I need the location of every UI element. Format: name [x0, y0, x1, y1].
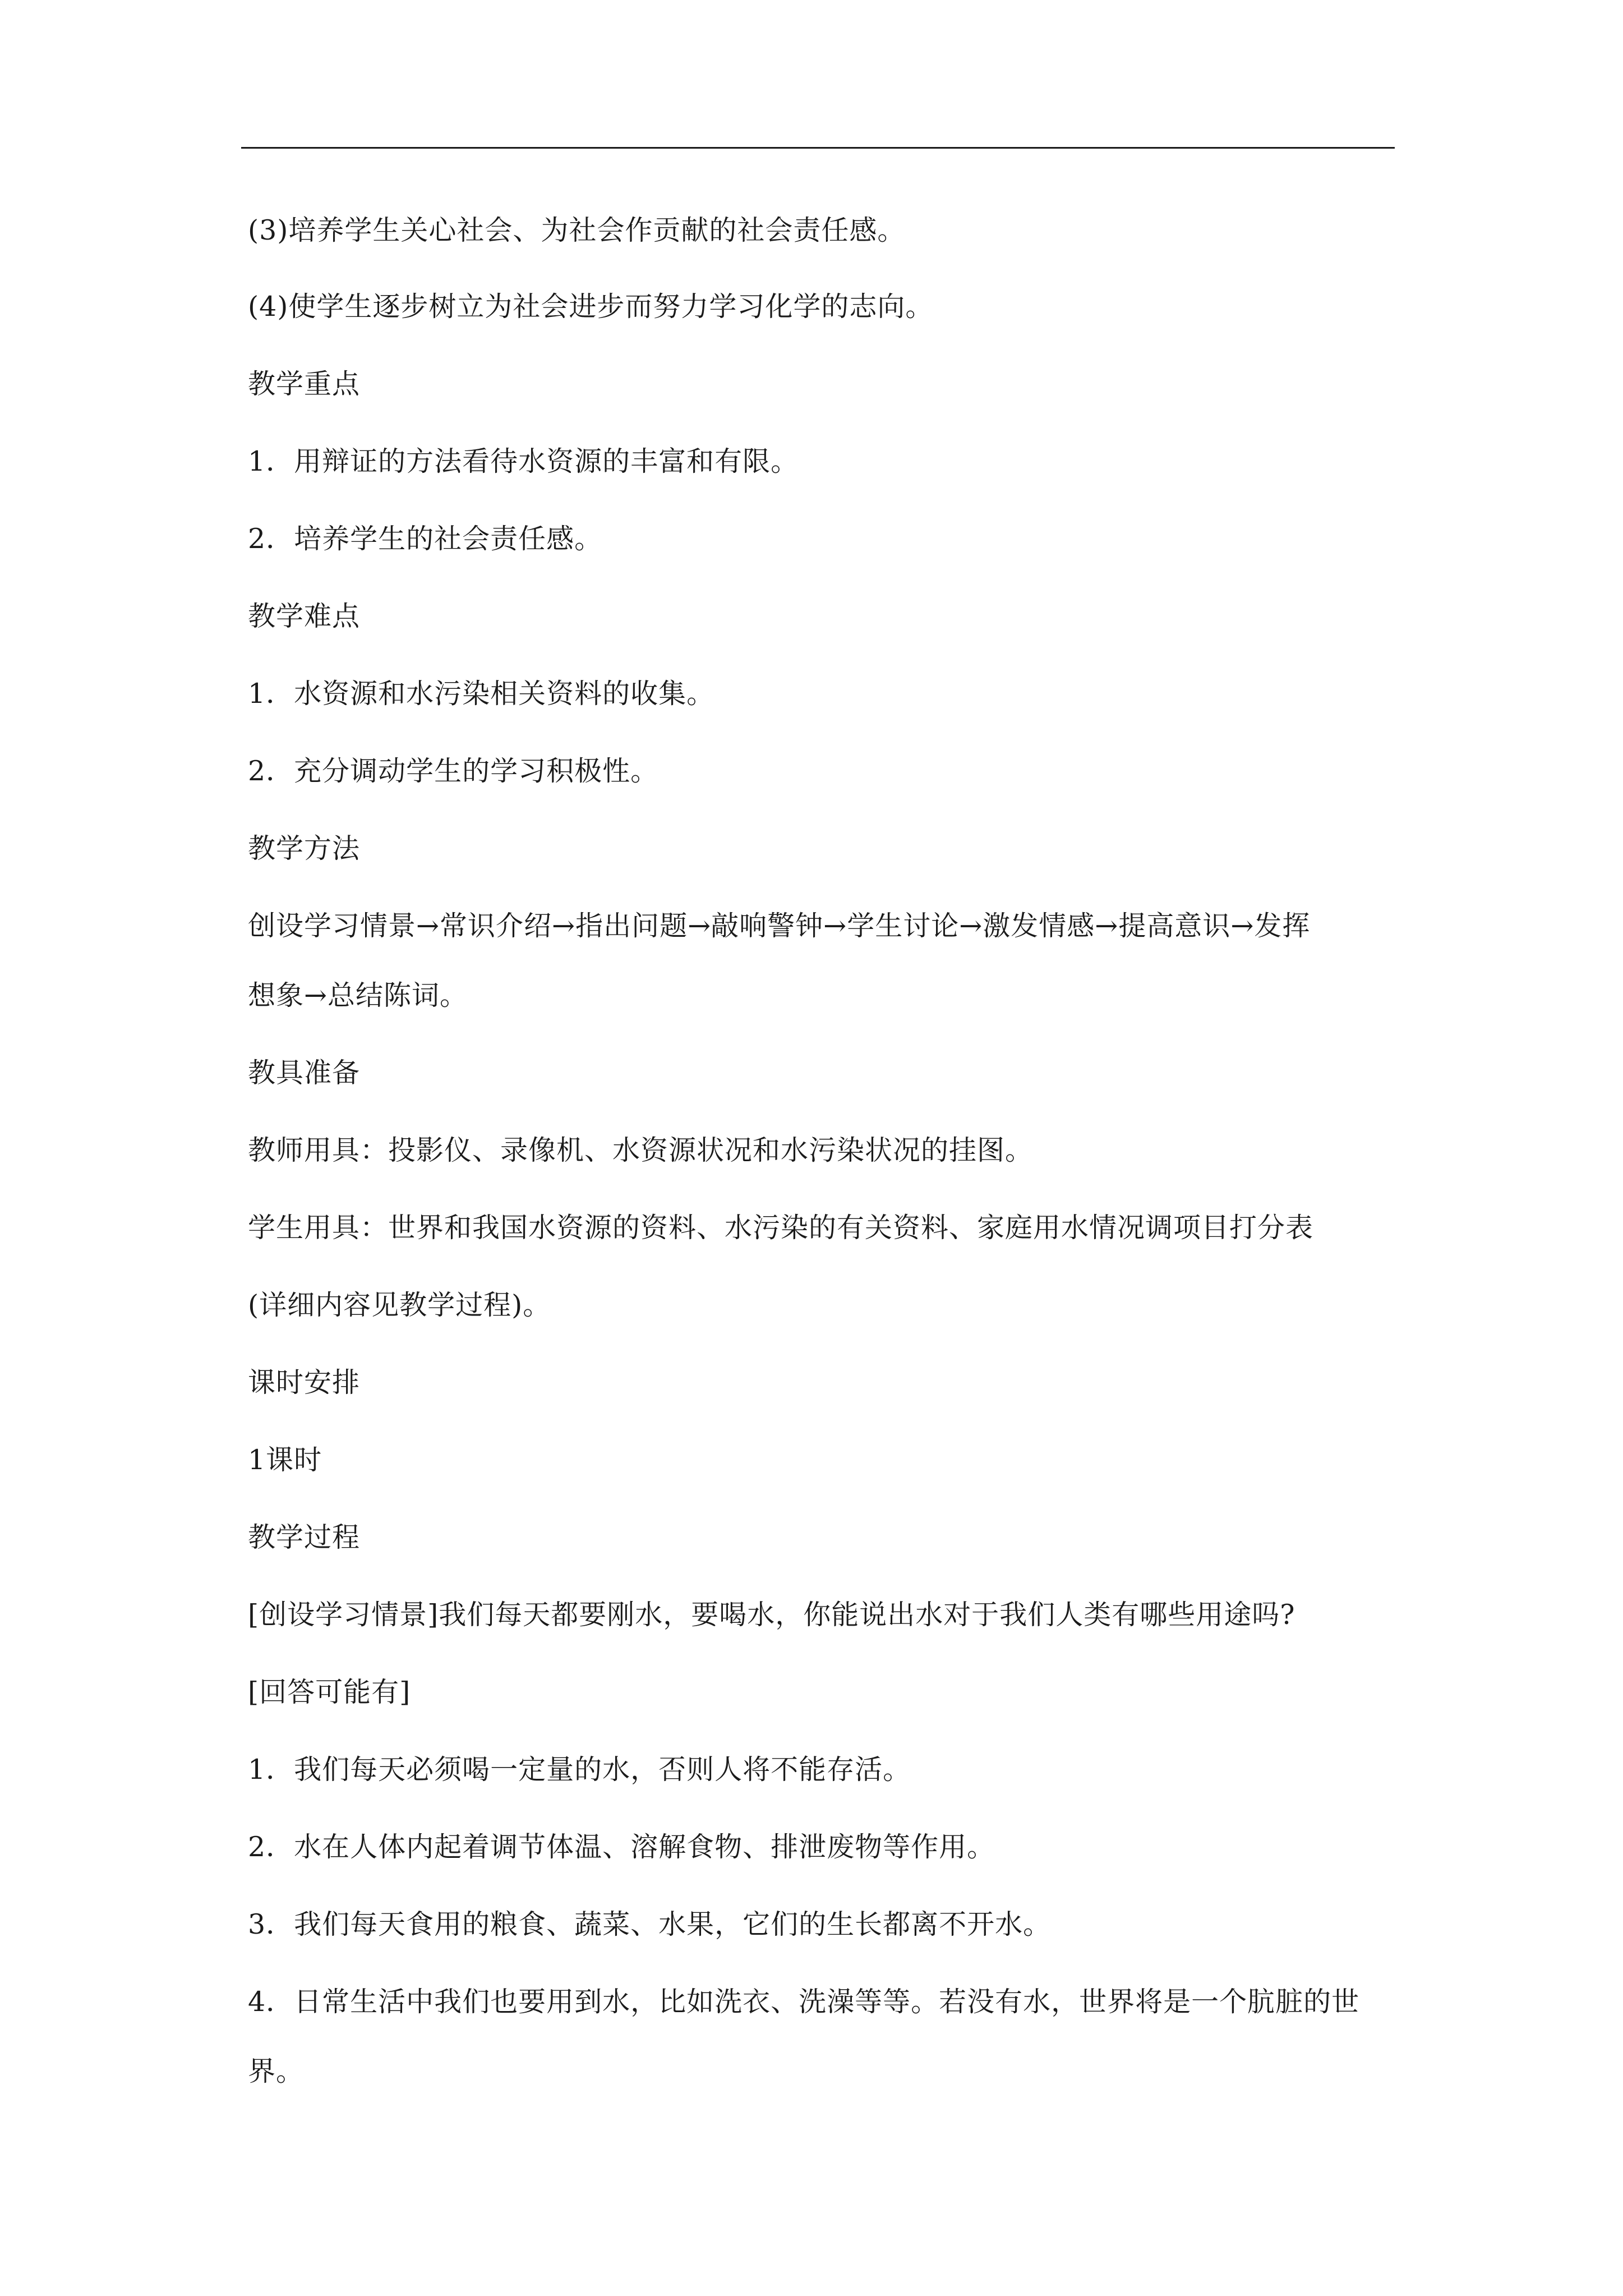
possible-answers-label: [回答可能有] [248, 1676, 411, 1708]
student-aids-line-1: 学生用具：世界和我国水资源的资料、水污染的有关资料、家庭用水情况调项目打分表 [248, 1212, 1314, 1244]
schedule-value: 1课时 [248, 1444, 322, 1476]
methods-line-2: 想象→总结陈词。 [248, 979, 468, 1011]
objective-3-line: (3)培养学生关心社会、为社会作贡献的社会责任感。 [248, 214, 906, 246]
section-heading-difficulties: 教学难点 [248, 600, 361, 632]
answer-4-line-1: 4．日常生活中我们也要用到水，比如洗衣、洗澡等等。若没有水，世界将是一个肮脏的世 [248, 1986, 1360, 2018]
process-intro-line: [创设学习情景]我们每天都要刚水，要喝水，你能说出水对于我们人类有哪些用途吗? [248, 1599, 1295, 1631]
answer-4-line-2: 界。 [248, 2055, 305, 2087]
difficulty-2: 2．充分调动学生的学习积极性。 [248, 755, 659, 787]
answer-2: 2．水在人体内起着调节体温、溶解食物、排泄废物等作用。 [248, 1831, 995, 1863]
answer-1: 1．我们每天必须喝一定量的水，否则人将不能存活。 [248, 1754, 911, 1786]
difficulty-1: 1．水资源和水污染相关资料的收集。 [248, 678, 715, 710]
student-aids-line-2: (详细内容见教学过程)。 [248, 1289, 551, 1321]
teacher-aids-line: 教师用具：投影仪、录像机、水资源状况和水污染状况的挂图。 [248, 1134, 1034, 1166]
section-heading-schedule: 课时安排 [248, 1366, 361, 1398]
key-point-1: 1．用辩证的方法看待水资源的丰富和有限。 [248, 445, 799, 477]
section-heading-key-points: 教学重点 [248, 368, 361, 400]
header-rule [241, 147, 1395, 149]
methods-line-1: 创设学习情景→常识介绍→指出问题→敲响警钟→学生讨论→激发情感→提高意识→发挥 [248, 910, 1311, 942]
objective-4-line: (4)使学生逐步树立为社会进步而努力学习化学的志向。 [248, 291, 934, 323]
answer-3: 3．我们每天食用的粮食、蔬菜、水果，它们的生长都离不开水。 [248, 1908, 1052, 1940]
section-heading-teaching-aids: 教具准备 [248, 1057, 361, 1089]
section-heading-process: 教学过程 [248, 1521, 361, 1553]
section-heading-methods: 教学方法 [248, 832, 361, 864]
key-point-2: 2．培养学生的社会责任感。 [248, 523, 603, 555]
